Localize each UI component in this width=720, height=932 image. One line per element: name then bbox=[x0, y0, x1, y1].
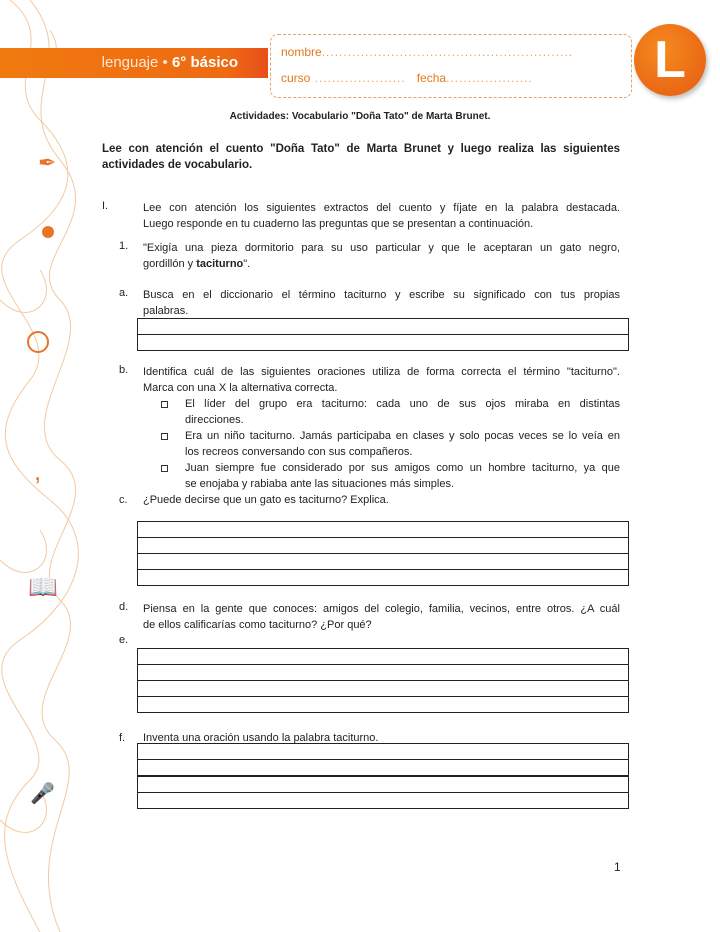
page-number: 1 bbox=[614, 860, 621, 874]
answer-line[interactable] bbox=[138, 793, 628, 808]
course-label: curso bbox=[281, 71, 311, 85]
quote-end: ". bbox=[243, 258, 251, 270]
item-f-question: Inventa una oración usando la palabra taciturno. bbox=[143, 732, 379, 744]
item-c-marker: c. bbox=[119, 494, 128, 506]
intro-line: Lee con atención el cuento "Doña Tato" de Marta Brunet y luego realiza las siguientes bbox=[102, 143, 620, 155]
option-3[interactable] bbox=[161, 460, 620, 492]
checkbox-icon[interactable] bbox=[161, 465, 168, 472]
course-field[interactable]: ..................... bbox=[310, 71, 411, 85]
instruction-line: Lee con atención los siguientes extractos del cuento y fíjate en la palabra destacada. bbox=[143, 202, 620, 214]
question-line: Marca con una X la alternativa correcta. bbox=[143, 382, 338, 394]
separator: • bbox=[162, 54, 168, 71]
subject-logo: L bbox=[634, 24, 706, 96]
answer-line[interactable] bbox=[138, 681, 628, 697]
section-marker: I. bbox=[102, 200, 109, 212]
checkbox-icon[interactable] bbox=[161, 433, 168, 440]
quote-marker: 1. bbox=[119, 240, 129, 252]
answer-box-a[interactable] bbox=[137, 318, 629, 351]
option-text: Juan siempre fue considerado por sus amigos como un hombre taciturno, ya que bbox=[185, 462, 620, 474]
item-d-marker: d. bbox=[119, 601, 129, 613]
question-line: palabras. bbox=[143, 305, 189, 317]
hat-icon bbox=[42, 226, 54, 238]
instruction-line: Luego responde en tu cuaderno las preguntas que se presentan a continuación. bbox=[143, 218, 534, 230]
question-line: Identifica cuál de las siguientes oraciones utiliza de forma correcta el término "taciturno". bbox=[143, 366, 620, 378]
date-label: fecha bbox=[416, 71, 447, 85]
option-1[interactable] bbox=[161, 396, 620, 428]
answer-line[interactable] bbox=[138, 665, 628, 681]
item-c-question: ¿Puede decirse que un gato es taciturno? Explica. bbox=[143, 494, 389, 506]
option-2[interactable] bbox=[161, 428, 620, 460]
intro-line: actividades de vocabulario. bbox=[102, 159, 253, 171]
answer-line[interactable] bbox=[138, 760, 628, 777]
item-e-marker: e. bbox=[119, 634, 129, 646]
answer-line[interactable] bbox=[138, 697, 628, 712]
subject-label: lenguaje bbox=[101, 54, 159, 71]
item-f-marker: f. bbox=[119, 732, 126, 744]
answer-line[interactable] bbox=[138, 744, 628, 760]
comma-icon: , bbox=[34, 456, 42, 486]
answer-line[interactable] bbox=[138, 319, 628, 335]
item-a-question bbox=[143, 287, 620, 319]
quote-text: gordillón y bbox=[143, 258, 197, 270]
quill-icon: ✒ bbox=[38, 150, 57, 175]
question-line: Piensa en la gente que conoces: amigos del colegio, familia, vecinos, entre otros. ¿A cuál bbox=[143, 603, 620, 615]
intro-text bbox=[102, 141, 620, 173]
option-text: direcciones. bbox=[185, 414, 244, 426]
item-d-question bbox=[143, 601, 620, 633]
microphone-icon: 🎤 bbox=[30, 783, 55, 805]
grade-label: 6° básico bbox=[171, 54, 238, 71]
section-instructions bbox=[143, 200, 620, 232]
answer-line[interactable] bbox=[138, 570, 628, 585]
answer-box-f[interactable] bbox=[137, 743, 629, 809]
question-line: Busca en el diccionario el término taciturno y escribe su significado con tus propias bbox=[143, 289, 620, 301]
option-text: se enojaba y rabiaba ante las situaciones más simples. bbox=[185, 478, 455, 490]
option-text: los recreos conversando con sus compañeros. bbox=[185, 446, 413, 458]
checkbox-icon[interactable] bbox=[161, 401, 168, 408]
item-b-question bbox=[143, 364, 620, 396]
option-text: Era un niño taciturno. Jamás participaba en clases y solo pocas veces se lo veía en bbox=[185, 430, 620, 442]
answer-line[interactable] bbox=[138, 522, 628, 538]
quote-line: "Exigía una pieza dormitorio para su uso particular y que le aceptaran un gato negro, bbox=[143, 242, 620, 254]
story-quote bbox=[143, 240, 620, 272]
item-a-marker: a. bbox=[119, 287, 129, 299]
decorative-swirl-border bbox=[0, 0, 90, 932]
date-field[interactable]: .................... bbox=[446, 71, 533, 85]
answer-line[interactable] bbox=[138, 554, 628, 570]
book-icon: 📖 bbox=[28, 574, 58, 601]
item-b-options bbox=[161, 396, 620, 492]
name-field[interactable]: .......................................................... bbox=[321, 45, 574, 59]
name-label: nombre bbox=[281, 45, 322, 59]
answer-line[interactable] bbox=[138, 335, 628, 350]
item-b-marker: b. bbox=[119, 364, 129, 376]
answer-line[interactable] bbox=[138, 649, 628, 665]
option-text: El líder del grupo era taciturno: cada uno de sus ojos miraba en distintas bbox=[185, 398, 620, 410]
quote-line bbox=[143, 256, 620, 272]
answer-line[interactable] bbox=[138, 777, 628, 793]
answer-box-c[interactable] bbox=[137, 521, 629, 586]
question-line: de ellos calificarías como taciturno? ¿Por qué? bbox=[143, 619, 372, 631]
student-info-box bbox=[270, 34, 632, 98]
highlighted-word: taciturno bbox=[196, 258, 244, 270]
answer-box-d[interactable] bbox=[137, 648, 629, 713]
answer-line[interactable] bbox=[138, 538, 628, 554]
subject-banner bbox=[0, 48, 268, 78]
page-title: Actividades: Vocabulario "Doña Tato" de Marta Brunet. bbox=[229, 111, 491, 122]
